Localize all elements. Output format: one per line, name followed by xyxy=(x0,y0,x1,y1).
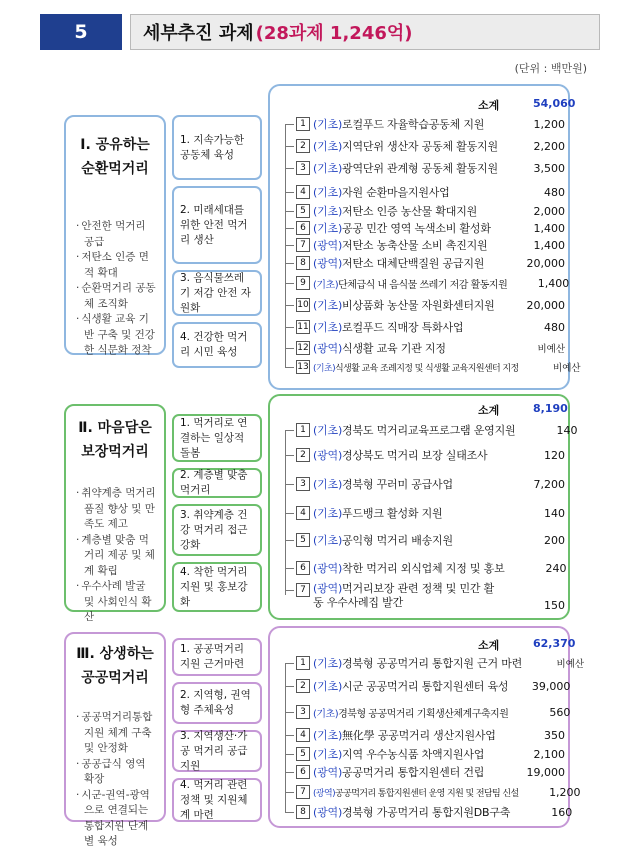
section-2-bullets xyxy=(66,486,164,626)
section-2-name-line2: 보장먹거리 xyxy=(81,444,149,460)
project-title: 無化學 공공먹거리 생산지원사업 xyxy=(342,729,496,742)
tree-branch xyxy=(285,124,294,125)
project-name xyxy=(313,804,510,820)
project-title: 비상품화 농산물 자원화센터지원 xyxy=(342,299,495,312)
project-row xyxy=(285,358,581,376)
tree-branch xyxy=(285,590,294,591)
project-type: (기초) xyxy=(313,162,343,175)
project-amount: 비예산 xyxy=(553,363,581,374)
project-title: 경북형 가공먹거리 통합지원DB구축 xyxy=(342,806,511,819)
project-amount: 150 xyxy=(544,599,565,612)
section-3-goal-1: 1. 공공먹거리 지원 근거마련 xyxy=(172,638,262,676)
section-2-goal-4: 4. 착한 먹거리지원 및 홍보강화 xyxy=(172,562,262,612)
project-name xyxy=(313,276,507,291)
project-row xyxy=(285,318,565,336)
project-type: (기초) xyxy=(313,279,339,291)
project-name xyxy=(313,297,503,313)
project-row xyxy=(285,803,573,821)
project-name xyxy=(313,422,515,438)
project-type: (기초) xyxy=(313,222,343,235)
project-type: (광역) xyxy=(313,239,343,252)
project-row xyxy=(285,137,565,155)
project-title: 경북도 먹거리교육프로그램 운영지원 xyxy=(342,424,516,437)
tree-branch xyxy=(285,211,294,212)
project-title: 경상북도 먹거리 보장 실태조사 xyxy=(342,449,488,462)
section-2-summary-value: 8,190 xyxy=(533,402,568,415)
project-title: 로컬푸드 직매장 특화사업 xyxy=(342,321,464,334)
project-number: 9 xyxy=(296,276,310,290)
section-1-bullet: · 안전한 먹거리 공급 xyxy=(76,219,158,250)
project-type: (기초) xyxy=(313,680,343,693)
tree-branch xyxy=(285,283,294,284)
project-row xyxy=(285,274,570,292)
project-row xyxy=(285,531,565,549)
project-title: 경북형 공공먹거리 기획생산체계구축지원 xyxy=(338,708,509,720)
project-number: 4 xyxy=(296,506,310,520)
project-type: (기초) xyxy=(313,321,343,334)
section-2-goal-2: 2. 계층별 맞춤 먹거리 xyxy=(172,468,262,498)
section-3-bullet: · 공공급식 영역 확장 xyxy=(76,757,158,788)
section-3-bullet: · 공공먹거리통합지원 체계 구축 및 안정화 xyxy=(76,710,158,757)
project-title: 착한 먹거리 외식업체 지정 및 홍보 xyxy=(342,562,505,575)
project-amount: 1,200 xyxy=(549,785,581,799)
section-3-goal-4: 4. 먹거리 관련 정책 및 지원체계 마련 xyxy=(172,778,262,822)
project-title: 식생활 교육 조례지정 및 식생활 교육지원센터 지정 xyxy=(335,363,519,374)
project-title: 경북형 꾸러미 공급사업 xyxy=(342,478,453,491)
project-name xyxy=(313,560,505,576)
project-type: (기초) xyxy=(313,708,339,720)
tree-branch xyxy=(285,568,294,569)
project-amount: 560 xyxy=(549,705,571,719)
project-amount: 20,000 xyxy=(526,256,565,270)
project-type: (광역) xyxy=(313,806,343,819)
project-number: 5 xyxy=(296,204,310,218)
section-title-text: 세부추진 과제 xyxy=(143,23,254,44)
project-number: 4 xyxy=(296,728,310,742)
project-name xyxy=(313,532,503,548)
section-1-bullet: · 순환먹거리 공동체 조직화 xyxy=(76,281,158,312)
tree-branch xyxy=(285,712,294,713)
tree-branch xyxy=(285,792,294,793)
project-type: (광역) xyxy=(313,342,343,355)
project-row xyxy=(285,115,565,133)
project-name xyxy=(313,340,503,356)
project-number: 10 xyxy=(297,300,309,310)
project-number: 1 xyxy=(296,117,310,131)
project-type: (광역) xyxy=(313,562,343,575)
section-3-bullet: · 시군-권역-광역으로 연결되는 통합지원 단계별 육성 xyxy=(76,788,158,850)
section-1-panel xyxy=(64,115,166,355)
tree-branch xyxy=(285,735,294,736)
project-row xyxy=(285,726,565,744)
project-number: 4 xyxy=(296,185,310,199)
project-title: 저탄소 농축산물 소비 촉진지원 xyxy=(342,239,488,252)
project-number: 1 xyxy=(296,656,310,670)
tree-branch xyxy=(285,263,294,264)
project-row xyxy=(285,296,565,314)
section-title-subtitle: (28과제 1,246억) xyxy=(255,23,413,44)
tree-branch xyxy=(285,754,294,755)
section-1-name xyxy=(66,133,164,181)
project-title: 공공 민간 영역 녹색소비 활성화 xyxy=(342,222,491,235)
tree-branch xyxy=(285,455,294,456)
project-name xyxy=(313,786,519,799)
section-1-summary-value: 54,060 xyxy=(533,97,576,110)
section-2-summary xyxy=(478,402,598,416)
project-type: (기초) xyxy=(313,534,343,547)
section-3-name xyxy=(66,642,164,690)
project-name xyxy=(313,746,503,762)
project-amount: 480 xyxy=(544,185,565,199)
project-amount: 350 xyxy=(544,728,565,742)
project-number: 8 xyxy=(296,256,310,270)
section-2-name-line1: Ⅱ. 마음담은 xyxy=(78,420,152,436)
project-name xyxy=(313,203,503,219)
project-title: 광역단위 관계형 공동체 활동지원 xyxy=(342,162,498,175)
tree-branch xyxy=(285,228,294,229)
tree-branch xyxy=(285,772,294,773)
section-1-bullet: · 식생활 교육 기반 구축 및 건강한 식문화 정착 xyxy=(76,312,158,359)
section-number: 5 xyxy=(40,14,122,50)
project-title: 식생활 교육 기관 지정 xyxy=(342,342,446,355)
project-amount: 1,400 xyxy=(533,238,565,252)
project-number: 6 xyxy=(296,561,310,575)
project-name xyxy=(313,237,503,253)
tree-branch xyxy=(285,305,294,306)
project-name xyxy=(313,447,503,463)
project-name xyxy=(313,764,503,780)
section-3-goal-2: 2. 지역형, 권역형 주체육성 xyxy=(172,682,262,724)
project-row xyxy=(285,475,565,493)
project-type: (광역) xyxy=(313,788,336,799)
section-3-bullets xyxy=(66,710,164,850)
project-row xyxy=(285,763,565,781)
section-2-bullet: · 취약계층 먹거리 품질 향상 및 만족도 제고 xyxy=(76,486,158,533)
project-title: 공공먹거리 통합지원센터 건립 xyxy=(342,766,485,779)
tree-branch xyxy=(285,146,294,147)
project-title: 시군 공공먹거리 통합지원센터 육성 xyxy=(342,680,509,693)
project-amount: 120 xyxy=(544,448,565,462)
unit-label: (단위 : 백만원) xyxy=(514,62,587,75)
tree-branch xyxy=(285,327,294,328)
tree-branch xyxy=(285,484,294,485)
section-1-name-line2: 순환먹거리 xyxy=(81,161,149,177)
project-type: (광역) xyxy=(313,582,343,595)
section-3-goal-3: 3. 지역생산·가공 먹거리 공급 지원 xyxy=(172,730,262,772)
tree-branch xyxy=(285,192,294,193)
project-type: (기초) xyxy=(313,118,343,131)
project-amount: 2,200 xyxy=(533,139,565,153)
project-number: 2 xyxy=(296,448,310,462)
project-amount: 비예산 xyxy=(537,344,565,355)
project-name xyxy=(313,184,503,200)
tree-branch xyxy=(285,513,294,514)
project-number: 3 xyxy=(296,705,310,719)
project-row xyxy=(285,654,585,672)
project-title: 공공먹거리 통합지원센터 운영 지원 및 전담팀 신설 xyxy=(335,788,519,799)
project-name xyxy=(313,476,503,492)
project-type: (기초) xyxy=(313,299,343,312)
section-1-summary-label: 소계 xyxy=(478,99,500,112)
project-title: 저탄소 인증 농산물 확대지원 xyxy=(342,205,478,218)
project-type: (기초) xyxy=(313,186,343,199)
project-amount: 2,000 xyxy=(533,204,565,218)
project-amount: 240 xyxy=(545,561,567,575)
project-number: 6 xyxy=(296,765,310,779)
project-name xyxy=(313,727,503,743)
section-3-summary-label: 소계 xyxy=(478,639,500,652)
project-name xyxy=(313,138,503,154)
project-type: (기초) xyxy=(313,729,343,742)
project-number: 3 xyxy=(296,477,310,491)
project-name xyxy=(313,361,519,374)
project-name xyxy=(313,678,508,694)
section-2-bullet: · 우수사례 발굴 및 사회인식 확산 xyxy=(76,579,158,626)
project-amount: 1,400 xyxy=(537,276,570,290)
project-number: 5 xyxy=(296,533,310,547)
project-row xyxy=(285,421,578,439)
project-number: 12 xyxy=(297,343,309,353)
tree-branch xyxy=(285,663,294,664)
section-1-goal-1: 1. 지속가능한 공동체 육성 xyxy=(172,115,262,180)
project-number: 6 xyxy=(296,221,310,235)
project-number: 3 xyxy=(296,161,310,175)
tree-branch xyxy=(285,812,294,813)
project-row xyxy=(285,219,565,237)
project-type: (광역) xyxy=(313,257,343,270)
project-type: (기초) xyxy=(313,748,343,761)
section-1-goal-2: 2. 미래세대를 위한 안전 먹거리 생산 xyxy=(172,186,262,264)
project-amount: 1,200 xyxy=(533,117,565,131)
tree-branch xyxy=(285,686,294,687)
project-row xyxy=(285,339,565,357)
project-number: 2 xyxy=(296,679,310,693)
project-amount: 1,400 xyxy=(533,221,565,235)
section-3-name-line1: Ⅲ. 상생하는 xyxy=(76,646,154,662)
project-number: 7 xyxy=(296,785,310,799)
project-title: 저탄소 대체단백질원 공급지원 xyxy=(342,257,485,270)
section-2-name xyxy=(66,416,164,464)
project-type: (기초) xyxy=(313,363,336,374)
project-title: 자원 순환마을지원사업 xyxy=(342,186,450,199)
section-2-bullet: · 계층별 맞춤 먹거리 제공 및 체계 확립 xyxy=(76,533,158,580)
project-row xyxy=(285,559,565,577)
section-2-panel xyxy=(64,404,166,623)
project-type: (기초) xyxy=(313,140,343,153)
project-row xyxy=(285,745,565,763)
tree-branch xyxy=(285,430,294,431)
project-name xyxy=(313,505,503,521)
section-2-goal-1: 1. 먹거리로 연결하는 일상적 돌봄 xyxy=(172,414,262,462)
section-3-summary xyxy=(478,637,598,651)
project-row xyxy=(285,504,565,522)
project-number: 7 xyxy=(296,238,310,252)
section-3-summary-value: 62,370 xyxy=(533,637,576,650)
project-number: 8 xyxy=(296,805,310,819)
project-type: (광역) xyxy=(313,449,343,462)
project-name xyxy=(313,655,522,671)
tree-branch xyxy=(285,348,294,349)
project-row xyxy=(285,159,565,177)
project-type: (기초) xyxy=(313,205,343,218)
project-amount: 160 xyxy=(551,805,573,819)
project-title: 경북형 공공먹거리 통합지원 근거 마련 xyxy=(342,657,523,670)
project-row xyxy=(285,236,565,254)
section-3-name-line2: 공공먹거리 xyxy=(81,670,149,686)
project-type: (기초) xyxy=(313,507,343,520)
project-row xyxy=(285,677,571,695)
project-name xyxy=(313,705,508,720)
project-number: 7 xyxy=(296,583,310,597)
section-1-summary xyxy=(478,97,598,111)
section-1-bullet: · 저탄소 인증 면적 확대 xyxy=(76,250,158,281)
section-1-goal-3: 3. 음식물쓰레기 저감 안전 자원화 xyxy=(172,270,262,316)
project-amount: 2,100 xyxy=(533,747,565,761)
project-row xyxy=(285,703,571,721)
tree-branch xyxy=(285,540,294,541)
tree-branch xyxy=(285,168,294,169)
project-amount: 140 xyxy=(556,423,578,437)
project-row xyxy=(285,254,565,272)
section-1-goal-4: 4. 건강한 먹거리 시민 육성 xyxy=(172,322,262,368)
project-amount: 140 xyxy=(544,506,565,520)
project-amount: 비예산 xyxy=(556,659,585,670)
project-title: 지역 우수농식품 차액지원사업 xyxy=(342,748,485,761)
project-name xyxy=(313,220,503,236)
section-1-name-line1: Ⅰ. 공유하는 xyxy=(80,137,150,153)
section-header xyxy=(40,14,600,50)
project-amount: 200 xyxy=(544,533,565,547)
project-row xyxy=(285,183,565,201)
project-type: (기초) xyxy=(313,478,343,491)
project-title: 지역단위 생산자 공동체 활동지원 xyxy=(342,140,498,153)
project-name xyxy=(313,116,503,132)
project-title: 공익형 먹거리 배송지원 xyxy=(342,534,453,547)
project-name xyxy=(313,160,503,176)
project-amount: 19,000 xyxy=(526,765,565,779)
project-type: (기초) xyxy=(313,657,343,670)
project-type: (광역) xyxy=(313,766,343,779)
project-name xyxy=(313,582,503,610)
project-title: 푸드뱅크 활성화 지원 xyxy=(342,507,443,520)
tree-branch xyxy=(285,245,294,246)
project-title: 로컬푸드 자율학습공동체 지원 xyxy=(342,118,485,131)
project-amount: 480 xyxy=(544,320,565,334)
project-title: 단체급식 내 음식물 쓰레기 저감 활동지원 xyxy=(338,279,508,291)
project-amount: 20,000 xyxy=(526,298,565,312)
project-number: 2 xyxy=(296,139,310,153)
project-amount: 7,200 xyxy=(533,477,565,491)
project-title: 먹거리보장 관련 정책 및 민간 활동 우수사례집 발간 xyxy=(313,582,495,609)
project-name xyxy=(313,319,503,335)
project-row xyxy=(285,446,565,464)
project-row xyxy=(285,783,581,801)
section-2-goal-3: 3. 취약계층 건강 먹거리 접근 강화 xyxy=(172,504,262,556)
project-name xyxy=(313,255,503,271)
project-number: 11 xyxy=(297,322,309,332)
tree-branch xyxy=(285,367,294,368)
section-2-summary-label: 소계 xyxy=(478,404,500,417)
section-title xyxy=(130,14,600,50)
project-type: (기초) xyxy=(313,424,343,437)
section-3-panel xyxy=(64,632,166,847)
section-1-bullets xyxy=(66,219,164,359)
project-amount: 3,500 xyxy=(533,161,565,175)
project-row xyxy=(285,582,565,612)
project-number: 13 xyxy=(297,362,309,372)
project-number: 5 xyxy=(296,747,310,761)
project-amount: 39,000 xyxy=(531,679,571,693)
project-number: 1 xyxy=(296,423,310,437)
project-row xyxy=(285,202,565,220)
